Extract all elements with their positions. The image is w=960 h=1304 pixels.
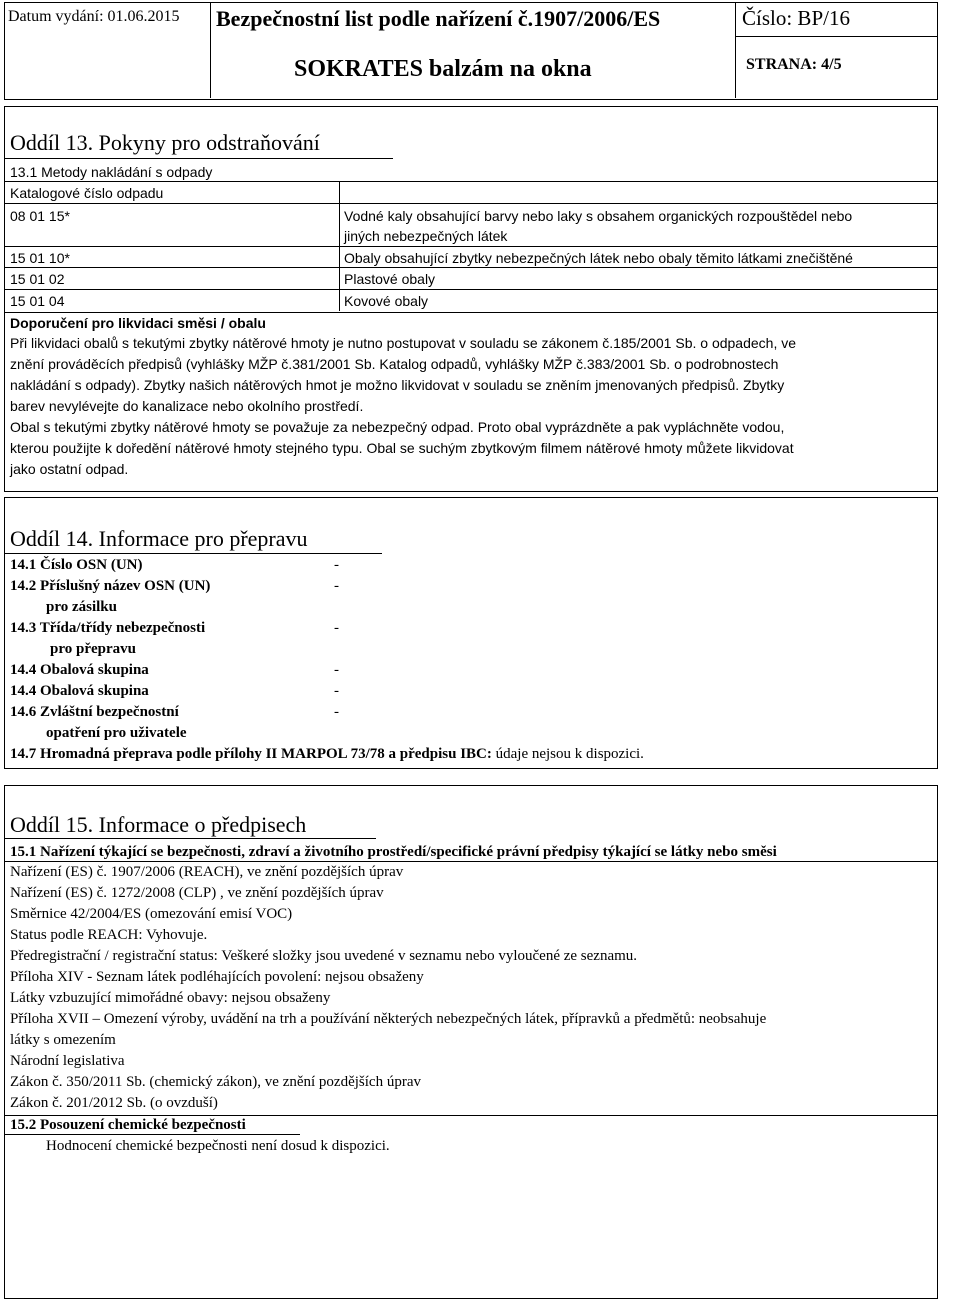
disposal-line: kterou použijte k doředění nátěrové hmoty stejného typu. Obal se suchým zbytkovým filmem nátěrové hmoty můžete likvidovat	[10, 440, 794, 456]
regulation-line: Zákon č. 201/2012 Sb. (o ovzduší)	[10, 1095, 218, 1111]
table-rule	[4, 246, 937, 247]
section-15-title-rule	[4, 838, 376, 839]
product-name: SOKRATES balzám na okna	[294, 56, 592, 82]
regulation-line: Nařízení (ES) č. 1907/2006 (REACH), ve znění pozdějších úprav	[10, 864, 404, 880]
page-number: STRANA: 4/5	[746, 56, 842, 73]
transport-value: -	[334, 557, 339, 573]
section-14-title-rule	[4, 553, 382, 554]
regulation-line: Zákon č. 350/2011 Sb. (chemický zákon), ve znění pozdějších úprav	[10, 1074, 421, 1090]
waste-code: 15 01 04	[10, 293, 65, 309]
disposal-text	[10, 333, 934, 480]
transport-value: -	[334, 578, 339, 594]
section-14-title: Oddíl 14. Informace pro přepravu	[10, 526, 308, 551]
regulation-line: Směrnice 42/2004/ES (omezování emisí VOC)	[10, 906, 293, 922]
waste-catalog-header: Katalogové číslo odpadu	[10, 185, 164, 201]
section-15-title: Oddíl 15. Informace o předpisech	[10, 812, 307, 837]
waste-description: Vodné kaly obsahující barvy nebo laky s obsahem organických rozpouštědel nebo	[344, 208, 853, 224]
transport-label: 14.6 Zvláštní bezpečnostní	[10, 704, 179, 720]
waste-code: 08 01 15*	[10, 208, 70, 224]
transport-label-continued: pro zásilku	[46, 599, 117, 615]
regulation-line: Příloha XVII – Omezení výroby, uvádění na trh a používání některých nebezpečných látek, přípravků a předmětů: neobsahuje	[10, 1011, 767, 1027]
disposal-line: znění prováděcích předpisů (vyhlášky MŽP č.381/2001 Sb. Katalog odpadů, vyhlášky MŽP č.383/2001 Sb. o podrobnostech	[10, 356, 779, 372]
table-rule	[4, 203, 937, 204]
transport-label: 14.3 Třída/třídy nebezpečnosti	[10, 620, 206, 636]
transport-label-continued: pro přepravu	[50, 641, 136, 657]
disposal-recommendation-title: Doporučení pro likvidaci směsi / obalu	[10, 315, 266, 331]
regulation-line: Předregistrační / registrační status: Veškeré složky jsou uvedené v seznamu nebo vyloučené ze seznamu.	[10, 948, 638, 964]
regulations-list	[10, 862, 934, 1114]
transport-value: -	[334, 683, 339, 699]
transport-label: 14.2 Příslušný název OSN (UN)	[10, 578, 211, 594]
disposal-line: Obal s tekutými zbytky nátěrové hmoty se považuje za nebezpečný odpad. Proto obal vyprázdněte a pak vypláchněte vodou,	[10, 419, 785, 435]
subsection-15-1: 15.1 Nařízení týkající se bezpečnosti, zdraví a životního prostředí/specifické právní předpisy týkající se látky nebo směsi	[10, 844, 777, 860]
waste-description: Obaly obsahující zbytky nebezpečných látek nebo obaly těmito látkami znečištěné	[344, 250, 853, 266]
table-rule	[4, 289, 937, 290]
transport-label: 14.4 Obalová skupina	[10, 683, 149, 699]
transport-value: -	[334, 620, 339, 636]
header-divider	[210, 2, 211, 98]
subsection-15-2-underline	[4, 1134, 300, 1135]
header-divider	[735, 2, 736, 98]
section-13-title-rule	[4, 158, 393, 159]
regulation-line: Látky vzbuzující mimořádné obavy: nejsou obsaženy	[10, 990, 331, 1006]
waste-description: Kovové obaly	[344, 293, 429, 309]
subsection-13-1: 13.1 Metody nakládání s odpady	[10, 164, 213, 180]
transport-value: -	[334, 704, 339, 720]
disposal-line: barev nevylévejte do kanalizace nebo okolního prostředí.	[10, 398, 364, 414]
regulation-line: Nařízení (ES) č. 1272/2008 (CLP) , ve znění pozdějších úprav	[10, 885, 384, 901]
transport-label: 14.4 Obalová skupina	[10, 662, 149, 678]
transport-value: -	[334, 662, 339, 678]
disposal-line: nakládání s odpady). Zbytky našich nátěrových hmot je možno likvidovat v souladu se zněním jmenovaných předpisů. Zbytky	[10, 377, 785, 393]
waste-code: 15 01 10*	[10, 250, 70, 266]
regulation-line: Příloha XIV - Seznam látek podléhajících povolení: nejsou obsaženy	[10, 969, 424, 985]
regulation-title: Bezpečnostní list podle nařízení č.1907/2006/ES	[216, 6, 661, 31]
transport-label-continued: opatření pro uživatele	[46, 725, 187, 741]
marpol-label: 14.7 Hromadná přeprava podle přílohy II MARPOL 73/78 a předpisu IBC:	[10, 746, 492, 762]
marpol-value: údaje nejsou k dispozici.	[491, 746, 644, 762]
waste-description: jiných nebezpečných látek	[344, 228, 508, 244]
subsection-15-2: 15.2 Posouzení chemické bezpečnosti	[10, 1117, 246, 1133]
header-divider	[735, 36, 937, 37]
section-13-title: Oddíl 13. Pokyny pro odstraňování	[10, 130, 320, 155]
regulation-line: Status podle REACH: Vyhovuje.	[10, 927, 208, 943]
disposal-line: jako ostatní odpad.	[10, 461, 129, 477]
regulation-line: Národní legislativa	[10, 1053, 125, 1069]
marpol-statement	[10, 745, 644, 763]
waste-description: Plastové obaly	[344, 271, 436, 287]
regulation-line: látky s omezením	[10, 1032, 116, 1048]
document-number: Číslo: BP/16	[742, 6, 850, 30]
table-rule	[4, 267, 937, 268]
transport-label: 14.1 Číslo OSN (UN)	[10, 557, 143, 573]
disposal-line: Při likvidaci obalů s tekutými zbytky nátěrové hmoty je nutno postupovat v souladu se zákonem č.185/2001 Sb. o odpadech, ve	[10, 335, 797, 351]
issue-date: Datum vydání: 01.06.2015	[8, 8, 180, 25]
waste-code: 15 01 02	[10, 271, 65, 287]
chemical-safety-assessment-text: Hodnocení chemické bezpečnosti není dosud k dispozici.	[46, 1138, 390, 1154]
